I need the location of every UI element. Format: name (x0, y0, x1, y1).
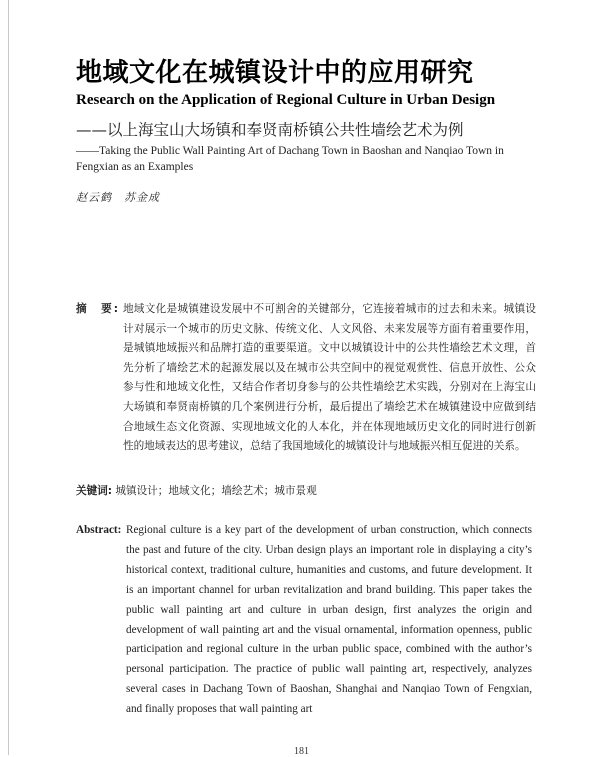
abstract-chinese-label: 摘 要: (76, 303, 121, 315)
page-edge-line (8, 0, 9, 755)
abstract-chinese-text: 地域文化是城镇建设发展中不可割舍的关键部分，它连接着城市的过去和未来。城镇设计对展示一个城市的历史文脉、传统文化、人文风俗、未来发展等方面有着重要作用，是城镇地域振兴和品牌打造的重要渠道。文中以城镇设计中的公共性墙绘艺术文理，首先分析了墙绘艺术的起源发展以及在城市公共空间中的视觉观赏性、信息开放性、公众参与性和地域文化性，又结合作者切身参与的公共性墙绘艺术实践，分别对在上海宝山大场镇和奉贤南桥镇的几个案例进行分析，最后提出了墙绘艺术在城镇建设中应做到结合地域生态文化资源、实现地域文化的人本化，并在体现地域历史文化的同时进行创新性的地域表达的思考建议，总结了我国地域化的城镇设计与地域振兴相互促进的关系。 (123, 303, 536, 453)
abstract-chinese (76, 300, 536, 457)
keywords-chinese (76, 482, 536, 500)
abstract-english-text: Regional culture is a key part of the development of urban construction, which connects the past and future of the city. Urban design plays an important role in displaying a city’s historical context, traditional culture, humanities and customs, and future development. It is an important channel for urban revitalization and brand building. This paper takes the public wall painting art and culture in urban design, first analyzes the origin and development of wall painting art and the visual ornamental, information openness, public participation and regional culture in the urban public space, combined with the author’s personal participation. The practice of public wall painting art, respectively, analyzes several cases in Dachang Town of Baoshan, Shanghai and Nanqiao Town of Fengxian, and finally proposes that wall painting art (126, 524, 532, 716)
subtitle-chinese: ——以上海宝山大场镇和奉贤南桥镇公共性墙绘艺术为例 (76, 121, 464, 139)
title-english: Research on the Application of Regional Culture in Urban Design (76, 92, 496, 108)
keywords-chinese-label: 关键词: (76, 485, 113, 497)
authors: 赵云鹤 苏金成 (76, 191, 160, 204)
page-number: 181 (294, 746, 309, 757)
abstract-english (76, 521, 532, 720)
subtitle-english: ——Taking the Public Wall Painting Art of Dachang Town in Baoshan and Nanqiao Town in Fengxian as an Examples (76, 145, 504, 173)
keywords-chinese-text: 城镇设计；地域文化；墙绘艺术；城市景观 (115, 485, 317, 497)
title-chinese: 地域文化在城镇设计中的应用研究 (76, 58, 474, 88)
abstract-english-label: Abstract: (76, 524, 122, 536)
